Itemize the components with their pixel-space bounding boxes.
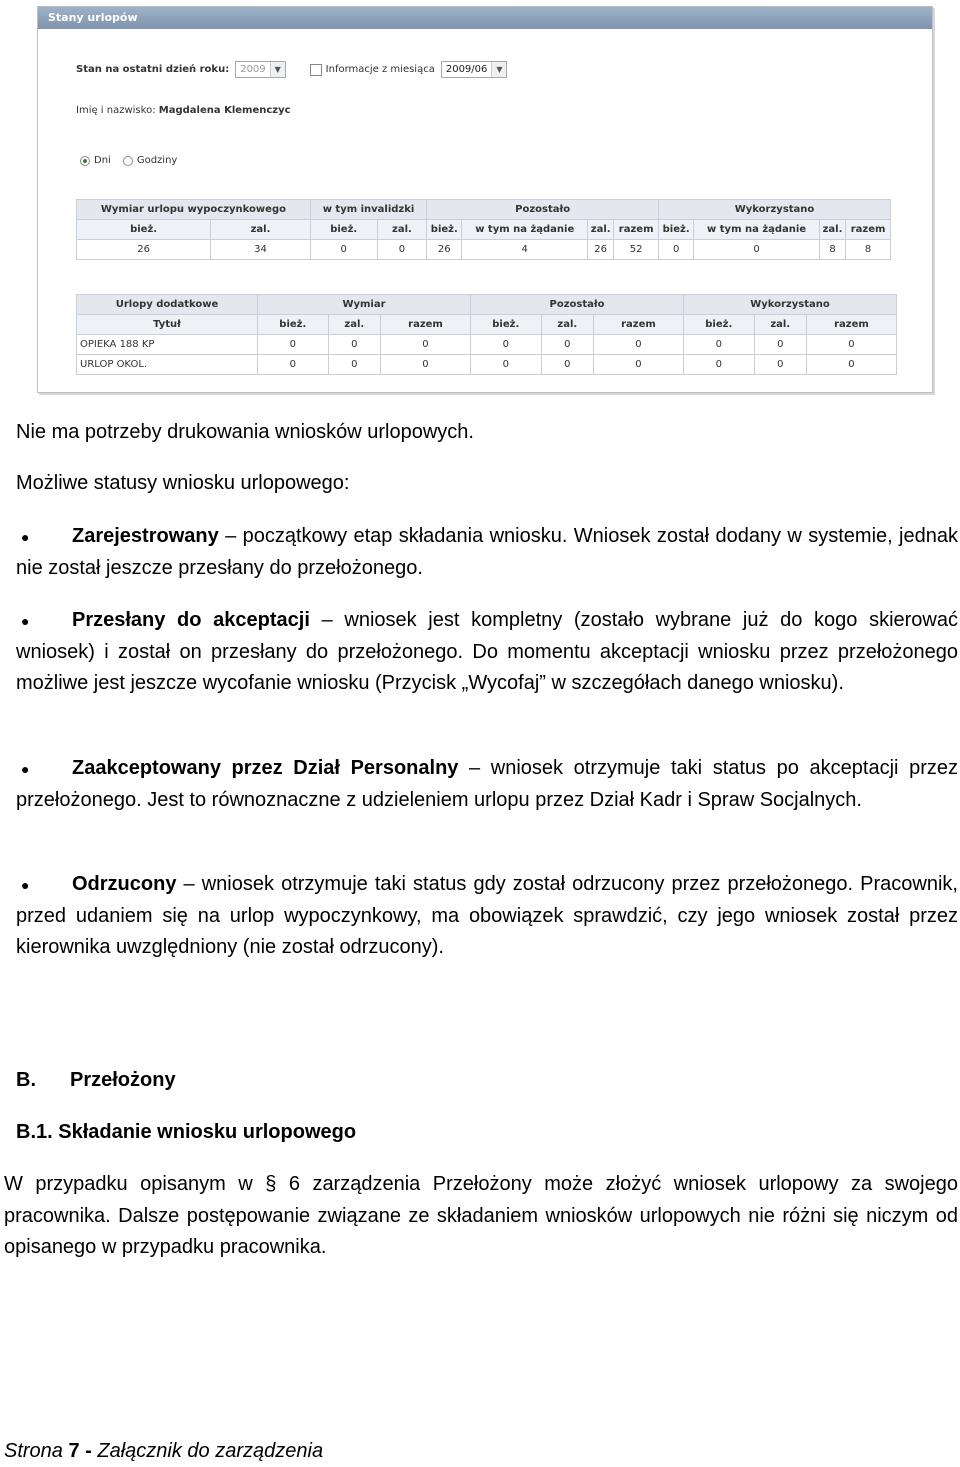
additional-leave-table <box>76 294 897 375</box>
paragraph: Nie ma potrzeby drukowania wniosków urlopowych. <box>16 421 474 443</box>
table-cell: 0 <box>381 335 471 355</box>
table-cell: 52 <box>614 240 659 260</box>
table-subheader: zal. <box>588 220 614 240</box>
table-cell: 0 <box>470 335 541 355</box>
table-header: Wymiar <box>258 295 471 315</box>
status-desc: – początkowy etap składania wniosku. Wniosek został dodany w systemie, jednak nie został jeszcze przesłany do przełożonego. <box>16 525 958 579</box>
table-subheader: zal. <box>211 220 311 240</box>
month-value: 2009/06 <box>445 64 488 75</box>
table-cell: 0 <box>806 355 896 375</box>
table-subheader: razem <box>614 220 659 240</box>
table-subheader: bież. <box>258 315 329 335</box>
bullet-icon: ● <box>21 529 30 545</box>
table-subheader: zal. <box>328 315 380 335</box>
status-term: Przesłany do akceptacji <box>72 609 310 631</box>
table-cell: 26 <box>588 240 614 260</box>
table-row <box>77 335 897 355</box>
table-header: Pozostało <box>427 200 659 220</box>
status-term: Zarejestrowany <box>72 525 219 547</box>
unit-radio-group <box>80 155 189 166</box>
table-subheader: razem <box>806 315 896 335</box>
footer-title: Załącznik do zarządzenia <box>97 1440 324 1462</box>
status-item <box>16 753 958 816</box>
month-checkbox-label: Informacje z miesiąca <box>325 64 435 75</box>
table-subheader: bież. <box>77 220 211 240</box>
chevron-down-icon: ▼ <box>491 62 506 77</box>
table-subheader: razem <box>593 315 683 335</box>
panel-title: Stany urlopów <box>38 7 932 29</box>
section-heading <box>16 1069 176 1092</box>
table-subheader: w tym na żądanie <box>462 220 588 240</box>
table-header: Pozostało <box>470 295 683 315</box>
year-select[interactable] <box>235 61 285 78</box>
section-title: Przełożony <box>70 1069 176 1091</box>
radio-hours-label: Godziny <box>136 155 178 166</box>
table-cell: 0 <box>258 355 329 375</box>
radio-days-label: Dni <box>94 155 111 166</box>
status-desc: – wniosek otrzymuje taki status po akceptacji przez przełożonego. Jest to równoznaczne z udzieleniem urlopu przez Dział Kadr i Spraw Socjalnych. <box>16 757 958 811</box>
table-header: Wymiar urlopu wypoczynkowego <box>77 200 311 220</box>
table-subheader: zal. <box>819 220 845 240</box>
table-header: Wykorzystano <box>683 295 896 315</box>
table-cell: 0 <box>258 335 329 355</box>
table-cell: 8 <box>819 240 845 260</box>
section-number: B. <box>16 1069 36 1091</box>
table-subheader: zal. <box>377 220 427 240</box>
table-cell: 0 <box>541 355 593 375</box>
table-subheader: bież. <box>683 315 754 335</box>
table-subheader: Tytuł <box>77 315 258 335</box>
name-label: Imię i nazwisko: <box>76 105 156 116</box>
table-cell: 0 <box>806 335 896 355</box>
table-cell: 0 <box>328 355 380 375</box>
table-cell: 0 <box>541 335 593 355</box>
employee-name-row <box>76 105 291 116</box>
table-header: Wykorzystano <box>659 200 891 220</box>
paragraph: W przypadku opisanym w § 6 zarządzenia Przełożony może złożyć wniosek urlopowy za swojego pracownika. Dalsze postępowanie związane ze składaniem wniosków urlopowych nie różni się niczym od opisanego w przypadku pracownika. <box>4 1173 958 1258</box>
year-value: 2009 <box>240 64 266 75</box>
table-cell: 26 <box>427 240 462 260</box>
table-row <box>77 355 897 375</box>
table-cell: 34 <box>211 240 311 260</box>
table-cell: 0 <box>328 335 380 355</box>
table-subheader: razem <box>846 220 891 240</box>
table-subheader: bież. <box>427 220 462 240</box>
table-cell-title: URLOP OKOL. <box>77 355 258 375</box>
status-term: Odrzucony <box>72 873 177 895</box>
table-subheader: razem <box>381 315 471 335</box>
table-header: Urlopy dodatkowe <box>77 295 258 315</box>
filter-row <box>76 61 507 78</box>
table-cell: 0 <box>310 240 377 260</box>
table-subheader: w tym na żądanie <box>694 220 820 240</box>
status-item <box>16 605 958 700</box>
table-cell: 0 <box>694 240 820 260</box>
bullet-icon: ● <box>21 877 30 893</box>
table-cell: 26 <box>77 240 211 260</box>
leave-balance-panel <box>37 6 933 393</box>
radio-hours[interactable] <box>123 156 133 166</box>
month-select[interactable] <box>441 61 508 78</box>
table-subheader: bież. <box>659 220 694 240</box>
table-subheader: zal. <box>754 315 806 335</box>
table-subheader: bież. <box>310 220 377 240</box>
table-cell: 0 <box>659 240 694 260</box>
table-cell: 4 <box>462 240 588 260</box>
status-item <box>16 869 958 964</box>
chevron-down-icon: ▼ <box>270 62 285 77</box>
bullet-icon: ● <box>21 613 30 629</box>
table-row <box>77 240 891 260</box>
paragraph: Możliwe statusy wniosku urlopowego: <box>16 472 350 494</box>
table-cell: 0 <box>754 335 806 355</box>
table-cell: 0 <box>683 355 754 375</box>
radio-days[interactable] <box>80 156 90 166</box>
status-term: Zaakceptowany przez Dział Personalny <box>72 757 459 779</box>
table-cell: 0 <box>377 240 427 260</box>
subsection-heading: B.1. Składanie wniosku urlopowego <box>16 1121 357 1143</box>
table-cell: 0 <box>593 335 683 355</box>
table-cell: 0 <box>470 355 541 375</box>
table-cell: 8 <box>846 240 891 260</box>
table-cell-title: OPIEKA 188 KP <box>77 335 258 355</box>
name-value: Magdalena Klemenczyc <box>158 105 291 116</box>
table-cell: 0 <box>754 355 806 375</box>
vacation-table <box>76 199 891 260</box>
bullet-icon: ● <box>21 761 30 777</box>
footer-prefix: Strona <box>4 1440 69 1462</box>
table-header: w tym invalidzki <box>310 200 426 220</box>
table-cell: 0 <box>381 355 471 375</box>
status-item <box>16 521 958 584</box>
table-subheader: zal. <box>541 315 593 335</box>
year-label: Stan na ostatni dzień roku: <box>76 64 230 75</box>
footer-page-number: 7 - <box>68 1440 98 1462</box>
status-desc: – wniosek otrzymuje taki status gdy został odrzucony przez przełożonego. Pracownik, przed udaniem się na urlop wypoczynkowy, ma obowiązek sprawdzić, czy jego wniosek został przez kierownika uwzględniony (nie został odrzucony). <box>16 873 958 958</box>
table-cell: 0 <box>593 355 683 375</box>
status-desc: – wniosek jest kompletny (zostało wybrane już do kogo skierować wniosek) i został on przesłany do przełożonego. Do momentu akceptacji wniosku przez przełożonego możliwe jest jeszcze wycofanie wniosku (Przycisk „Wycofaj” w szczegółach danego wniosku). <box>16 609 958 694</box>
month-checkbox[interactable] <box>310 64 322 76</box>
page-footer <box>4 1440 323 1463</box>
table-cell: 0 <box>683 335 754 355</box>
table-subheader: bież. <box>470 315 541 335</box>
